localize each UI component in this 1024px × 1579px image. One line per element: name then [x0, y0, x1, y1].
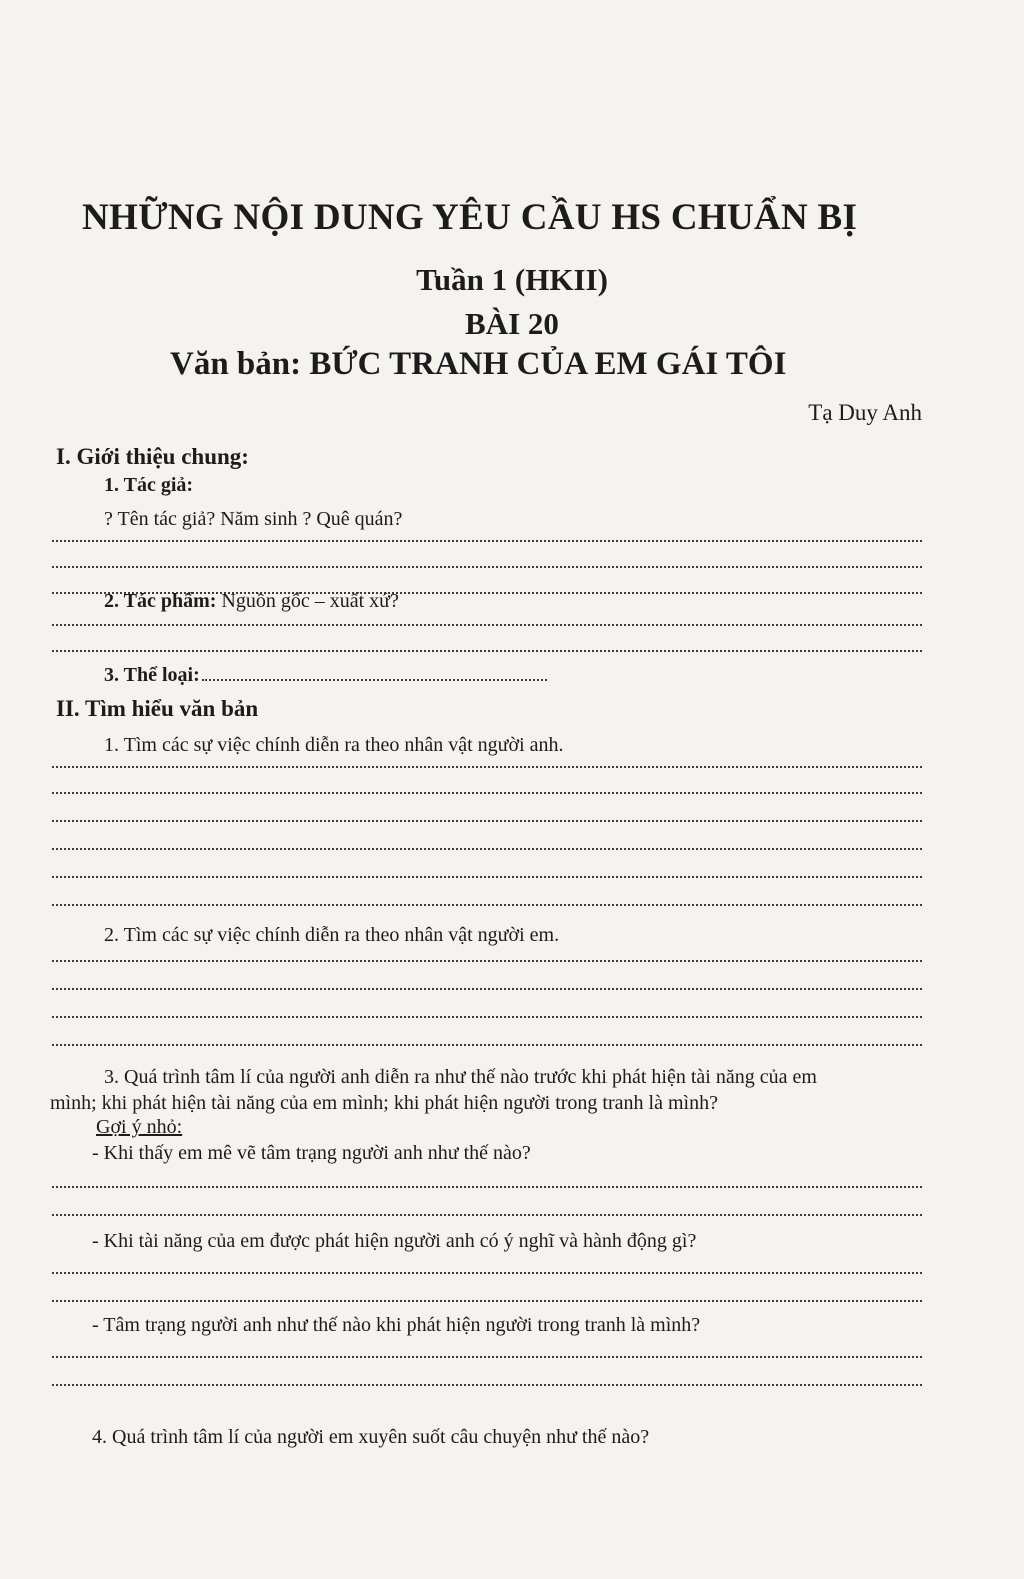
answer-line[interactable]	[52, 960, 922, 962]
answer-line[interactable]	[52, 848, 922, 850]
answer-line[interactable]	[52, 540, 922, 542]
worksheet-title: NHỮNG NỘI DUNG YÊU CẦU HS CHUẨN BỊ	[82, 197, 858, 238]
answer-line[interactable]	[52, 1356, 922, 1358]
answer-line[interactable]	[52, 1214, 922, 1216]
question-4: 4. Quá trình tâm lí của người em xuyên suốt câu chuyện như thế nào?	[92, 1426, 650, 1448]
genre-item	[104, 664, 547, 687]
answer-line[interactable]	[52, 792, 922, 794]
hint-3: - Tâm trạng người anh như thế nào khi phát hiện người trong tranh là mình?	[92, 1314, 701, 1336]
author-question: ? Tên tác giả? Năm sinh ? Quê quán?	[104, 508, 403, 530]
answer-line[interactable]	[52, 1272, 922, 1274]
answer-line[interactable]	[52, 988, 922, 990]
work-item	[104, 590, 399, 613]
answer-line[interactable]	[52, 1016, 922, 1018]
genre-answer-line[interactable]	[202, 679, 547, 681]
answer-line[interactable]	[52, 624, 922, 626]
question-3-line-1: 3. Quá trình tâm lí của người anh diễn ra như thế nào trước khi phát hiện tài năng của em	[104, 1066, 817, 1088]
hint-label: Gợi ý nhỏ:	[96, 1116, 183, 1138]
work-item-label: 2. Tác phẩm:	[104, 590, 217, 612]
section-1-heading: I. Giới thiệu chung:	[56, 444, 249, 469]
answer-line[interactable]	[52, 1384, 922, 1386]
answer-line[interactable]	[52, 766, 922, 768]
answer-line[interactable]	[52, 1044, 922, 1046]
hint-2: - Khi tài năng của em được phát hiện người anh có ý nghĩ và hành động gì?	[92, 1230, 697, 1252]
text-title: Văn bản: BỨC TRANH CỦA EM GÁI TÔI	[170, 346, 787, 382]
week-label: Tuần 1 (HKII)	[416, 262, 608, 297]
answer-line[interactable]	[52, 1300, 922, 1302]
answer-line[interactable]	[52, 650, 922, 652]
section-2-heading: II. Tìm hiểu văn bản	[56, 696, 259, 721]
answer-line[interactable]	[52, 566, 922, 568]
question-1: 1. Tìm các sự việc chính diễn ra theo nhân vật người anh.	[104, 734, 564, 756]
answer-line[interactable]	[52, 904, 922, 906]
answer-line[interactable]	[52, 820, 922, 822]
question-3-line-2: mình; khi phát hiện tài năng của em mình; khi phát hiện người trong tranh là mình?	[50, 1092, 718, 1114]
genre-label: 3. Thể loại:	[104, 664, 200, 686]
work-question: Nguồn gốc – xuất xứ?	[216, 590, 399, 612]
author-item-label: 1. Tác giả:	[104, 474, 194, 496]
author-name: Tạ Duy Anh	[808, 400, 922, 425]
answer-line[interactable]	[52, 1186, 922, 1188]
lesson-label: BÀI 20	[465, 306, 559, 341]
hint-1: - Khi thấy em mê vẽ tâm trạng người anh như thế nào?	[92, 1142, 531, 1164]
question-2: 2. Tìm các sự việc chính diễn ra theo nhân vật người em.	[104, 924, 560, 946]
answer-line[interactable]	[52, 876, 922, 878]
